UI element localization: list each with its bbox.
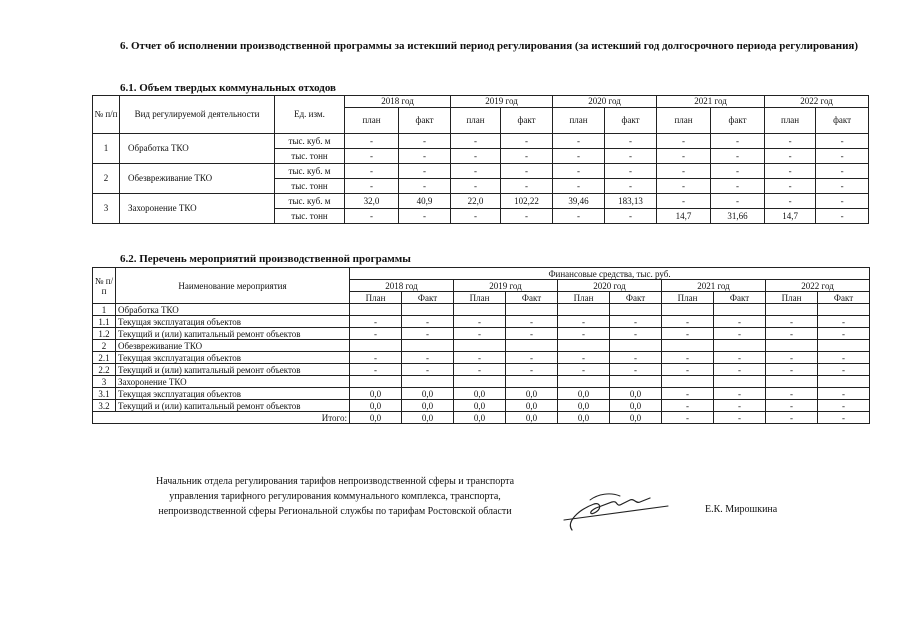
signatory-position [110, 474, 560, 519]
value-cell: 0,0 [350, 388, 402, 400]
value-cell: - [765, 164, 816, 179]
value-cell [766, 340, 818, 352]
value-cell: 0,0 [558, 388, 610, 400]
value-cell: - [662, 328, 714, 340]
total-value-cell: - [662, 412, 714, 424]
value-cell [402, 340, 454, 352]
value-cell [350, 304, 402, 316]
fact-header: Факт [506, 292, 558, 304]
plan-header: План [662, 292, 714, 304]
measure-name: Захоронение ТКО [116, 376, 350, 388]
value-cell: - [610, 328, 662, 340]
fact-header: факт [711, 108, 765, 134]
year-header: 2018 год [350, 280, 454, 292]
year-header: 2021 год [657, 96, 765, 108]
value-cell: - [818, 364, 870, 376]
value-cell: - [662, 316, 714, 328]
value-cell: 32,0 [345, 194, 399, 209]
plan-header: план [765, 108, 816, 134]
fact-header: факт [605, 108, 657, 134]
signatory-name: Е.К. Мирошкина [705, 504, 778, 515]
value-cell [662, 376, 714, 388]
finance-header: Финансовые средства, тыс. руб. [350, 268, 870, 280]
col-header-unit: Ед. изм. [275, 96, 345, 134]
value-cell: - [711, 149, 765, 164]
measure-name: Текущий и (или) капитальный ремонт объектов [116, 400, 350, 412]
value-cell [610, 304, 662, 316]
value-cell: - [553, 134, 605, 149]
value-cell: - [818, 388, 870, 400]
value-cell: - [711, 194, 765, 209]
value-cell: - [454, 316, 506, 328]
measure-name: Обезвреживание ТКО [116, 340, 350, 352]
value-cell: - [399, 209, 451, 224]
value-cell: - [818, 316, 870, 328]
value-cell [506, 304, 558, 316]
value-cell: - [714, 352, 766, 364]
plan-header: План [558, 292, 610, 304]
waste-volume-table [92, 95, 869, 224]
value-cell: - [766, 400, 818, 412]
plan-header: План [350, 292, 402, 304]
value-cell: - [662, 352, 714, 364]
value-cell: - [816, 179, 869, 194]
unit-cell: тыс. куб. м [275, 134, 345, 149]
value-cell [662, 340, 714, 352]
value-cell: 0,0 [558, 400, 610, 412]
value-cell: - [605, 209, 657, 224]
plan-header: План [454, 292, 506, 304]
activity-name: Обезвреживание ТКО [120, 164, 275, 194]
total-value-cell: - [766, 412, 818, 424]
value-cell: 0,0 [610, 400, 662, 412]
measure-name: Обработка ТКО [116, 304, 350, 316]
value-cell: - [451, 164, 501, 179]
total-value-cell: 0,0 [506, 412, 558, 424]
table-row [93, 364, 870, 376]
measures-table [92, 267, 870, 424]
value-cell: 0,0 [402, 400, 454, 412]
signatory-position-line: непроизводственной сферы Региональной службы по тарифам Ростовской области [158, 506, 512, 517]
fact-header: Факт [610, 292, 662, 304]
unit-cell: тыс. тонн [275, 149, 345, 164]
value-cell: - [765, 134, 816, 149]
fact-header: факт [816, 108, 869, 134]
value-cell: - [399, 149, 451, 164]
plan-header: план [345, 108, 399, 134]
value-cell: 14,7 [765, 209, 816, 224]
measure-name: Текущая эксплуатация объектов [116, 316, 350, 328]
value-cell: - [402, 352, 454, 364]
value-cell [558, 376, 610, 388]
plan-header: План [766, 292, 818, 304]
table-row [93, 340, 870, 352]
value-cell: - [402, 328, 454, 340]
value-cell: - [345, 134, 399, 149]
value-cell: - [711, 134, 765, 149]
handwritten-signature [560, 490, 675, 534]
year-header: 2022 год [765, 96, 869, 108]
row-number: 1.1 [93, 316, 116, 328]
value-cell: - [766, 364, 818, 376]
value-cell: - [657, 134, 711, 149]
row-number: 2.1 [93, 352, 116, 364]
signatory-position-line: Начальник отдела регулирования тарифов непроизводственной сферы и транспорта [155, 476, 515, 487]
value-cell: - [766, 352, 818, 364]
value-cell: - [657, 194, 711, 209]
value-cell: - [553, 209, 605, 224]
col-header-no: № п/п [93, 96, 120, 134]
value-cell: - [553, 149, 605, 164]
value-cell: - [714, 388, 766, 400]
value-cell: - [610, 316, 662, 328]
value-cell: - [605, 149, 657, 164]
measure-name: Текущий и (или) капитальный ремонт объектов [116, 328, 350, 340]
plan-header: план [451, 108, 501, 134]
value-cell [402, 376, 454, 388]
value-cell: - [657, 179, 711, 194]
value-cell: - [454, 352, 506, 364]
row-number: 3.1 [93, 388, 116, 400]
value-cell [610, 340, 662, 352]
value-cell [766, 304, 818, 316]
signatory-position-line: управления тарифного регулирования коммунального комплекса, транспорта, [169, 491, 501, 502]
value-cell: - [558, 328, 610, 340]
value-cell: - [605, 179, 657, 194]
plan-header: план [657, 108, 711, 134]
value-cell [558, 340, 610, 352]
total-value-cell: 0,0 [402, 412, 454, 424]
year-header: 2022 год [766, 280, 870, 292]
value-cell: - [345, 209, 399, 224]
value-cell: 14,7 [657, 209, 711, 224]
value-cell: - [766, 316, 818, 328]
value-cell: - [558, 352, 610, 364]
fact-header: Факт [714, 292, 766, 304]
value-cell [558, 304, 610, 316]
row-number: 1 [93, 304, 116, 316]
value-cell: - [399, 134, 451, 149]
table-row [93, 194, 869, 209]
report-heading [92, 40, 882, 53]
value-cell [350, 376, 402, 388]
value-cell [610, 376, 662, 388]
value-cell: - [454, 364, 506, 376]
fact-header: Факт [402, 292, 454, 304]
value-cell: - [816, 134, 869, 149]
value-cell [714, 340, 766, 352]
year-header: 2021 год [662, 280, 766, 292]
value-cell: - [714, 328, 766, 340]
total-value-cell: - [818, 412, 870, 424]
measure-name: Текущая эксплуатация объектов [116, 388, 350, 400]
value-cell: 0,0 [506, 400, 558, 412]
value-cell: - [657, 149, 711, 164]
value-cell: - [714, 316, 766, 328]
year-header: 2020 год [553, 96, 657, 108]
value-cell: - [816, 149, 869, 164]
value-cell: - [402, 316, 454, 328]
table-row [93, 134, 869, 149]
value-cell: - [350, 316, 402, 328]
fact-header: факт [501, 108, 553, 134]
value-cell [818, 340, 870, 352]
total-value-cell: 0,0 [558, 412, 610, 424]
value-cell: - [714, 364, 766, 376]
value-cell [766, 376, 818, 388]
row-number: 2 [93, 340, 116, 352]
table-row [93, 388, 870, 400]
value-cell [662, 304, 714, 316]
value-cell: - [711, 164, 765, 179]
value-cell: - [506, 352, 558, 364]
value-cell [454, 304, 506, 316]
value-cell: - [451, 149, 501, 164]
value-cell: - [765, 179, 816, 194]
total-value-cell: 0,0 [454, 412, 506, 424]
value-cell: 0,0 [454, 400, 506, 412]
value-cell: - [765, 194, 816, 209]
total-label: Итого: [93, 412, 350, 424]
value-cell: - [662, 400, 714, 412]
value-cell: - [766, 328, 818, 340]
value-cell: - [662, 388, 714, 400]
unit-cell: тыс. тонн [275, 209, 345, 224]
value-cell: - [657, 164, 711, 179]
year-header: 2020 год [558, 280, 662, 292]
value-cell: - [454, 328, 506, 340]
total-row [93, 412, 870, 424]
activity-name: Захоронение ТКО [120, 194, 275, 224]
table-row [93, 328, 870, 340]
year-header: 2018 год [345, 96, 451, 108]
value-cell: 0,0 [350, 400, 402, 412]
value-cell: - [451, 209, 501, 224]
row-number: 3 [93, 376, 116, 388]
value-cell: 0,0 [454, 388, 506, 400]
value-cell [506, 340, 558, 352]
value-cell: - [818, 328, 870, 340]
value-cell: 0,0 [506, 388, 558, 400]
value-cell: 40,9 [399, 194, 451, 209]
value-cell: - [451, 134, 501, 149]
unit-cell: тыс. куб. м [275, 194, 345, 209]
row-number: 1 [93, 134, 120, 164]
value-cell: 31,66 [711, 209, 765, 224]
value-cell [402, 304, 454, 316]
measure-name: Текущий и (или) капитальный ремонт объектов [116, 364, 350, 376]
value-cell: - [553, 164, 605, 179]
value-cell: 102,22 [501, 194, 553, 209]
value-cell: - [501, 149, 553, 164]
value-cell: - [501, 134, 553, 149]
value-cell [350, 340, 402, 352]
total-value-cell: - [714, 412, 766, 424]
year-header: 2019 год [454, 280, 558, 292]
value-cell: - [501, 179, 553, 194]
value-cell [714, 304, 766, 316]
fact-header: факт [399, 108, 451, 134]
value-cell: 39,46 [553, 194, 605, 209]
value-cell: - [610, 364, 662, 376]
value-cell: - [399, 164, 451, 179]
value-cell [454, 376, 506, 388]
value-cell: - [605, 164, 657, 179]
value-cell [506, 376, 558, 388]
row-number: 1.2 [93, 328, 116, 340]
plan-header: план [553, 108, 605, 134]
value-cell: - [711, 179, 765, 194]
value-cell: - [553, 179, 605, 194]
value-cell: - [501, 164, 553, 179]
activity-name: Обработка ТКО [120, 134, 275, 164]
total-value-cell: 0,0 [610, 412, 662, 424]
value-cell: - [506, 316, 558, 328]
value-cell: - [506, 364, 558, 376]
value-cell: 22,0 [451, 194, 501, 209]
total-value-cell: 0,0 [350, 412, 402, 424]
row-number: 2 [93, 164, 120, 194]
row-number: 3.2 [93, 400, 116, 412]
unit-cell: тыс. куб. м [275, 164, 345, 179]
col-header-measure: Наименование мероприятия [116, 268, 350, 304]
col-header-activity: Вид регулируемой деятельности [120, 96, 275, 134]
table-row [93, 164, 869, 179]
value-cell: - [605, 134, 657, 149]
value-cell: - [714, 400, 766, 412]
value-cell [818, 376, 870, 388]
value-cell: - [402, 364, 454, 376]
value-cell: - [558, 364, 610, 376]
value-cell: - [610, 352, 662, 364]
value-cell: - [345, 164, 399, 179]
table-row [93, 316, 870, 328]
value-cell: 183,13 [605, 194, 657, 209]
measure-name: Текущая эксплуатация объектов [116, 352, 350, 364]
value-cell: - [506, 328, 558, 340]
value-cell: - [816, 209, 869, 224]
table-row [93, 352, 870, 364]
col-header-no: № п/п [93, 268, 116, 304]
value-cell: - [662, 364, 714, 376]
table-row [93, 376, 870, 388]
value-cell: - [345, 179, 399, 194]
value-cell: - [818, 400, 870, 412]
value-cell: - [558, 316, 610, 328]
report-heading-text: 6. Отчет об исполнении производственной программы за истекший период регулирования (за истекший год долгосрочного периода регулирования) [120, 40, 859, 52]
value-cell: - [350, 364, 402, 376]
value-cell: - [766, 388, 818, 400]
value-cell: - [451, 179, 501, 194]
section-title-waste-volume: 6.1. Объем твердых коммунальных отходов [120, 82, 336, 94]
section-title-measures: 6.2. Перечень мероприятий производственной программы [120, 253, 411, 265]
value-cell: - [765, 149, 816, 164]
value-cell [454, 340, 506, 352]
row-number: 3 [93, 194, 120, 224]
unit-cell: тыс. тонн [275, 179, 345, 194]
value-cell: - [501, 209, 553, 224]
value-cell: 0,0 [610, 388, 662, 400]
year-header: 2019 год [451, 96, 553, 108]
value-cell: - [399, 179, 451, 194]
value-cell: - [816, 164, 869, 179]
table-row [93, 400, 870, 412]
value-cell: - [345, 149, 399, 164]
value-cell [818, 304, 870, 316]
value-cell: - [350, 328, 402, 340]
fact-header: Факт [818, 292, 870, 304]
value-cell: - [350, 352, 402, 364]
row-number: 2.2 [93, 364, 116, 376]
value-cell: - [818, 352, 870, 364]
table-row [93, 304, 870, 316]
value-cell [714, 376, 766, 388]
value-cell: 0,0 [402, 388, 454, 400]
value-cell: - [816, 194, 869, 209]
